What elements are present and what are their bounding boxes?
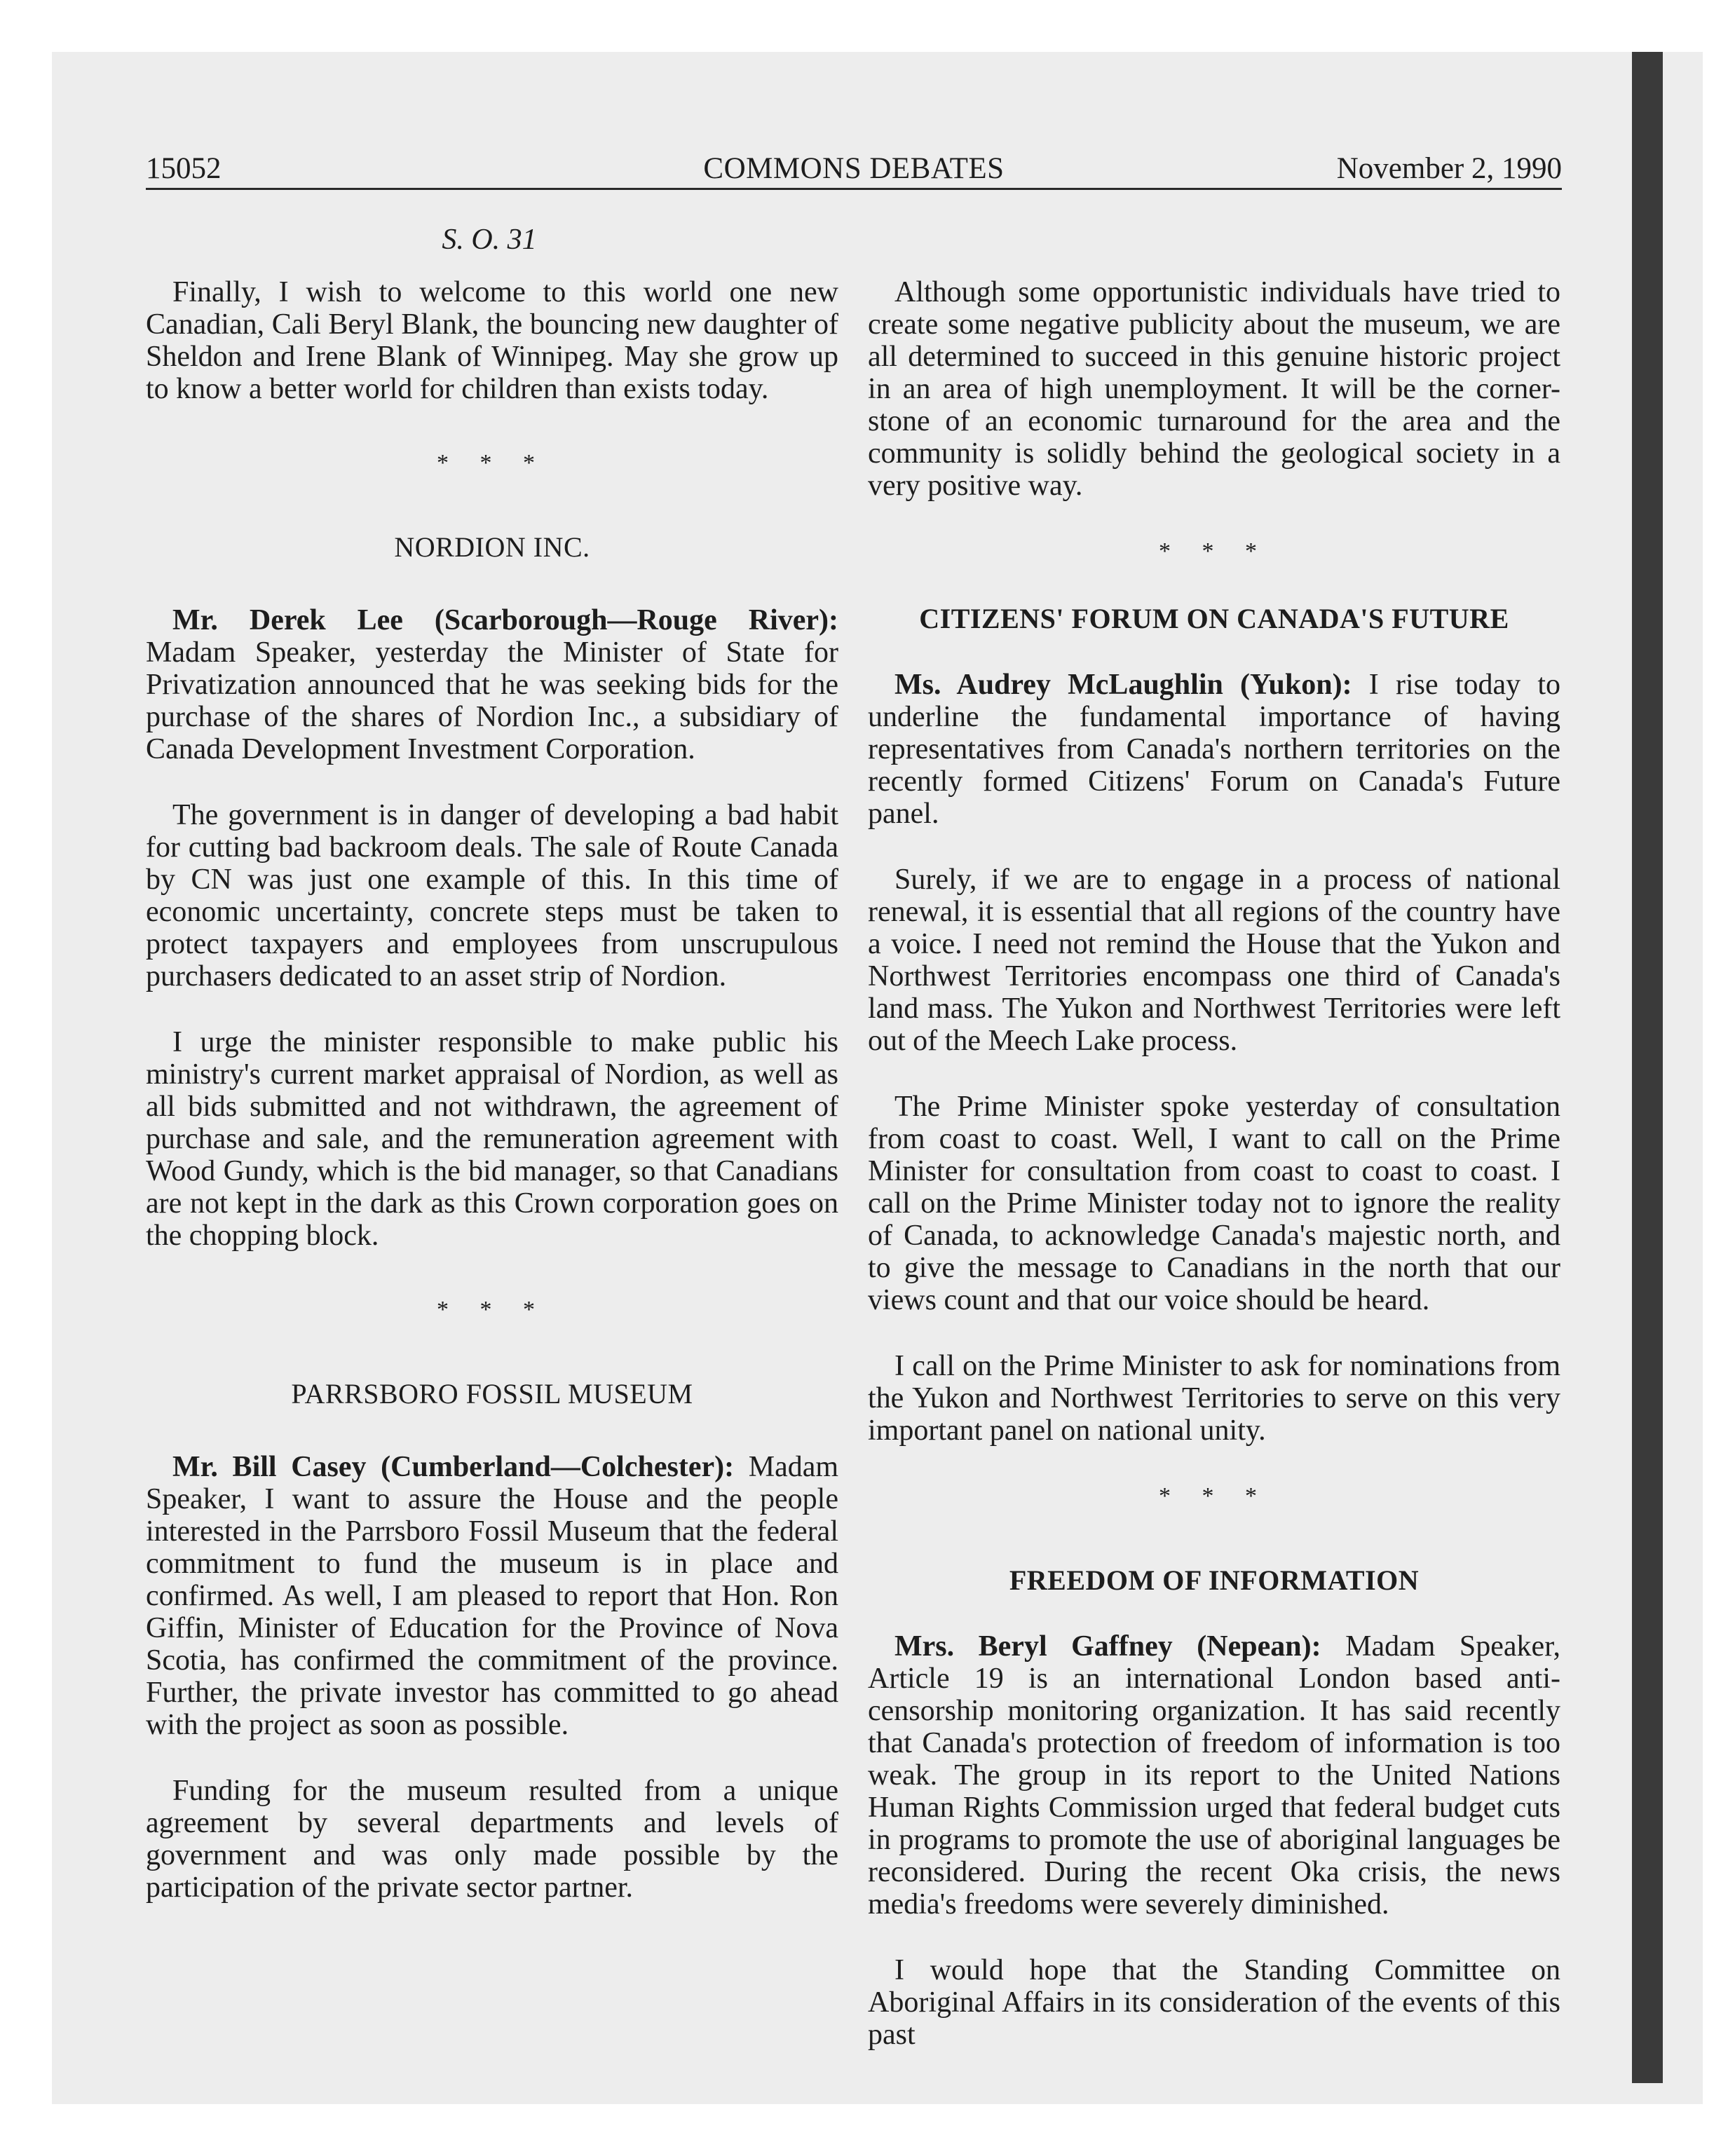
statement-text: Madam Speaker, I want to assure the House and the people interested in the Parrsboro Fossil Museum that the federal commitment to fund the museum is in place and confirmed. As well, I am pleased to report that Hon. Ron Giffin, Minister of Education for the Province of Nova Scotia, has confirmed the commitment of the province. Further, the private investor has committed to go ahead with the project as soon as possible.	[146, 1451, 839, 1741]
paragraph: Although some opportunistic individuals have tried to create some negative publicity about the museum, we are all determined to succeed in this genuine historic project in an area of high unemployment. It will be the corner-stone of an economic turnaround for the area and the community is solidly behind the geological society in a very positive way.	[868, 276, 1560, 502]
paragraph: Finally, I wish to welcome to this world one new Canadian, Cali Beryl Blank, the bouncing new daughter of Sheldon and Irene Blank of Winnipeg. May she grow up to know a better world for children than exists today.	[146, 276, 838, 405]
paragraph: Funding for the museum resulted from a unique agreement by several departments and levels of government and was only made possible by the participation of the private sector partner.	[146, 1775, 838, 1904]
statement-text: Madam Speaker, yesterday the Minister of State for Privatization announced that he was seeking bids for the purchase of the shares of Nordion Inc., a subsidiary of Canada Development Investment Corporation.	[146, 636, 838, 765]
paragraph: I call on the Prime Minister to ask for nominations from the Yukon and Northwest Territories to serve on this very important panel on national unity.	[868, 1350, 1560, 1447]
paragraph: The Prime Minister spoke yesterday of consultation from coast to coast. Well, I want to call on the Prime Minister for consultation from coast to coast to coast. I call on the Prime Minister today not to ignore the reality of Canada, to acknowledge Canada's majestic north, and to give the message to Canadians in the north that our views count and that our voice should be heard.	[868, 1091, 1560, 1316]
publication-title: COMMONS DEBATES	[703, 152, 1005, 185]
statement-paragraph	[868, 669, 1560, 830]
statement-paragraph	[146, 604, 838, 765]
section-label: S. O. 31	[442, 224, 537, 256]
section-heading-parrsboro: PARRSBORO FOSSIL MUSEUM	[291, 1378, 693, 1410]
speaker-name: Ms. Audrey McLaughlin (Yukon):	[894, 669, 1352, 701]
separator: * * *	[1159, 1483, 1270, 1509]
speaker-name: Mr. Derek Lee (Scarborough—Rouge River):	[172, 604, 838, 636]
statement-paragraph	[868, 1630, 1560, 1920]
statement-text: I rise today to underline the fundamental importance of having representatives from Canada's northern territories on the recently formed Citizens' Forum on Canada's Future panel.	[868, 669, 1560, 830]
right-column	[868, 276, 1560, 2051]
speaker-name: Mrs. Beryl Gaffney (Nepean):	[894, 1630, 1321, 1663]
section-heading-nordion: NORDION INC.	[394, 531, 590, 563]
paragraph: I urge the minister responsible to make public his ministry's current market appraisal of Nordion, as well as all bids submitted and not withdrawn, the agreement of purchase and sale, and the remuneration agreement with Wood Gundy, which is the bid manager, so that Canadians are not kept in the dark as this Crown corporation goes on the chopping block.	[146, 1026, 838, 1252]
paragraph: I would hope that the Standing Committee on Aboriginal Affairs in its consideration of the events of this past	[868, 1954, 1560, 2051]
header-rule	[146, 188, 1562, 190]
page-edge-shadow	[1632, 52, 1663, 2083]
separator: * * *	[1159, 538, 1270, 564]
publication-date: November 2, 1990	[1336, 152, 1562, 185]
statement-text: Madam Speaker, Article 19 is an international London based anti-censorship monitoring organization. It has said recently that Canada's protection of freedom of information is too weak. The group in its report to the United Nations Human Rights Commission urged that federal budget cuts in programs to promote the use of aboriginal languages be reconsidered. During the recent Oka crisis, the news media's freedoms were severely diminished.	[868, 1630, 1560, 1920]
paragraph: The government is in danger of developing a bad habit for cutting bad backroom deals. The sale of Route Canada by CN was just one example of this. In this time of economic uncertainty, concrete steps must be taken to protect taxpayers and employees from unscrupulous purchasers dedicated to an asset strip of Nordion.	[146, 799, 838, 992]
section-heading-forum: CITIZENS' FORUM ON CANADA'S FUTURE	[919, 603, 1509, 634]
statement-paragraph	[146, 1451, 838, 1741]
section-heading-foi: FREEDOM OF INFORMATION	[1009, 1564, 1420, 1596]
page-number: 15052	[146, 152, 222, 185]
left-column	[146, 276, 838, 1937]
paragraph: Surely, if we are to engage in a process of national renewal, it is essential that all regions of the country have a voice. I need not remind the House that the Yukon and Northwest Territories encompass one third of Canada's land mass. The Yukon and Northwest Territories were left out of the Meech Lake process.	[868, 864, 1560, 1057]
separator: * * *	[437, 450, 547, 476]
separator: * * *	[437, 1297, 547, 1323]
running-header	[146, 151, 1562, 192]
speaker-name: Mr. Bill Casey (Cumberland—Colchester):	[172, 1451, 735, 1483]
